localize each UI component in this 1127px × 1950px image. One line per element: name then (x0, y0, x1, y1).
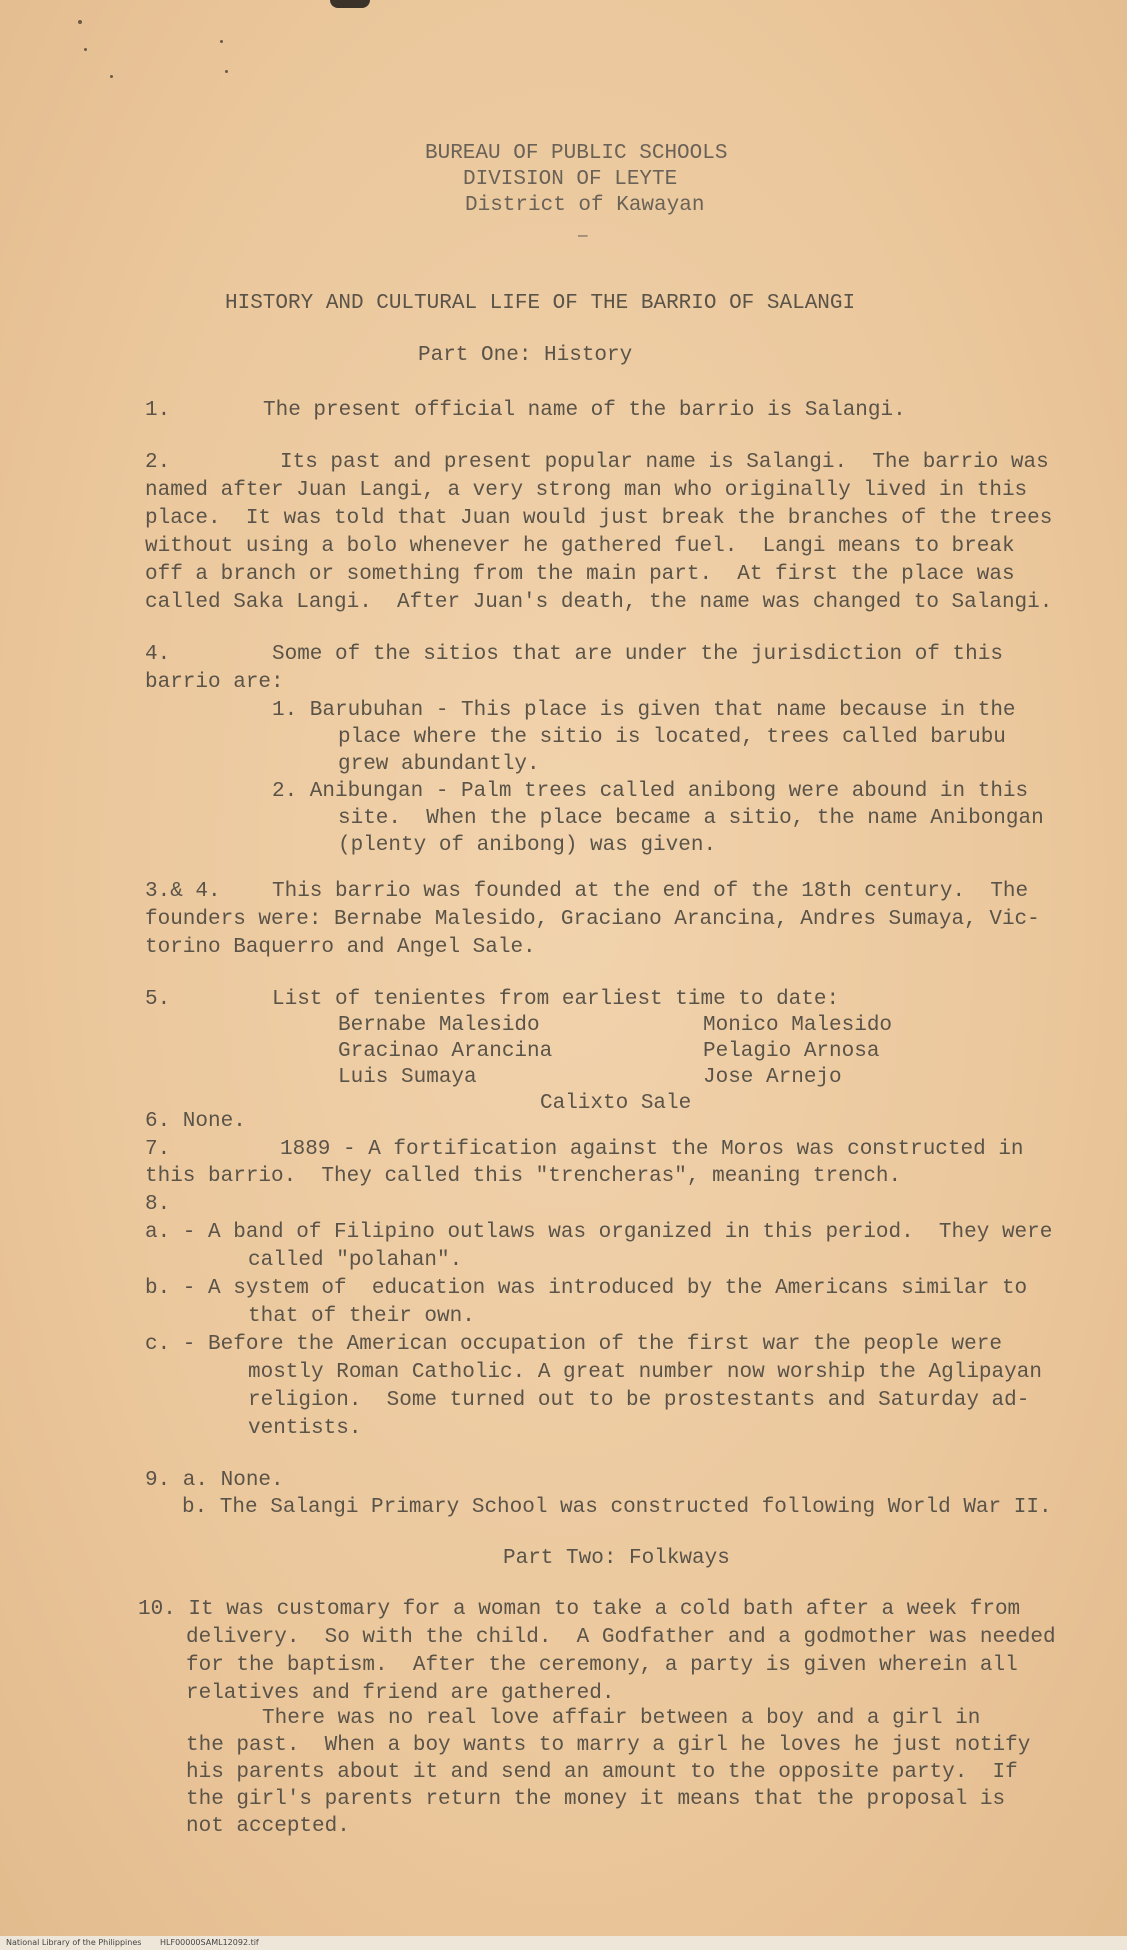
part-one-heading: Part One: History (418, 344, 633, 367)
item-3-4-line: founders were: Bernabe Malesido, Graciano Arancina, Andres Sumaya, Vic- (145, 908, 1040, 931)
item-4-line: barrio are: (145, 671, 284, 694)
item-8c-line: mostly Roman Catholic. A great number now worship the Aglipayan (248, 1361, 1042, 1384)
sitio-1-line: 1. Barubuhan - This place is given that name because in the (272, 699, 1016, 722)
ink-speck (110, 75, 113, 78)
item-5-text: List of tenientes from earliest time to date: (272, 988, 840, 1011)
item-8c-line: c. - Before the American occupation of the first war the people were (145, 1333, 1002, 1356)
header-division: DIVISION OF LEYTE (463, 168, 678, 191)
item-8a-line: a. - A band of Filipino outlaws was organized in this period. They were (145, 1221, 1053, 1244)
document-title: HISTORY AND CULTURAL LIFE OF THE BARRIO OF SALANGI (225, 292, 856, 315)
item-10-line: 10. It was customary for a woman to take a cold bath after a week from (138, 1598, 1021, 1621)
item-1-text: The present official name of the barrio is Salangi. (263, 399, 906, 422)
teniente-name: Luis Sumaya (338, 1066, 477, 1089)
item-10-line: delivery. So with the child. A Godfather and a godmother was needed (186, 1626, 1056, 1649)
item-10-para2-line: his parents about it and send an amount to the opposite party. If (186, 1761, 1018, 1784)
item-8a-line: called "polahan". (248, 1249, 463, 1272)
ink-speck (84, 48, 87, 51)
item-4-number: 4. (145, 643, 171, 666)
teniente-name: Bernabe Malesido (338, 1014, 540, 1037)
item-8b-line: b. - A system of education was introduced by the Americans similar to (145, 1277, 1028, 1300)
item-9a: 9. a. None. (145, 1469, 284, 1492)
header-rule: — (578, 227, 588, 245)
teniente-name: Gracinao Arancina (338, 1040, 553, 1063)
sitio-1-line: place where the sitio is located, trees called barubu (338, 726, 1006, 749)
item-2-line: named after Juan Langi, a very strong man who originally lived in this (145, 479, 1028, 502)
ink-speck (330, 0, 370, 8)
item-10-para2-line: the girl's parents return the money it means that the proposal is (186, 1788, 1006, 1811)
item-7-line: 1889 - A fortification against the Moros was constructed in (280, 1138, 1024, 1161)
scan-footer (0, 1936, 1127, 1950)
teniente-name: Jose Arnejo (703, 1066, 842, 1089)
item-5-number: 5. (145, 988, 171, 1011)
item-10-line: relatives and friend are gathered. (186, 1682, 615, 1705)
sitio-2-line: 2. Anibungan - Palm trees called anibong were abound in this (272, 780, 1029, 803)
item-2-line: Its past and present popular name is Salangi. The barrio was (280, 451, 1049, 474)
ink-speck (220, 40, 223, 43)
part-two-heading: Part Two: Folkways (503, 1547, 730, 1570)
sitio-1-line: grew abundantly. (338, 753, 540, 776)
item-2-line: off a branch or something from the main part. At first the place was (145, 563, 1015, 586)
sitio-2-line: (plenty of anibong) was given. (338, 834, 717, 857)
item-10-para2-line: not accepted. (186, 1815, 350, 1838)
item-10-line: for the baptism. After the ceremony, a party is given wherein all (186, 1654, 1018, 1677)
item-9b: b. The Salangi Primary School was constructed following World War II. (182, 1496, 1052, 1519)
item-8b-line: that of their own. (248, 1305, 475, 1328)
item-8c-line: religion. Some turned out to be prostestants and Saturday ad- (248, 1389, 1030, 1412)
item-3-4-line: torino Baquerro and Angel Sale. (145, 936, 536, 959)
item-6: 6. None. (145, 1110, 246, 1133)
sitio-2-line: site. When the place became a sitio, the name Anibongan (338, 807, 1044, 830)
header-district: District of Kawayan (465, 194, 705, 217)
item-3-4-number: 3.& 4. (145, 880, 221, 903)
item-2-line: without using a bolo whenever he gathered fuel. Langi means to break (145, 535, 1015, 558)
item-4-line: Some of the sitios that are under the jurisdiction of this (272, 643, 1003, 666)
item-3-4-line: This barrio was founded at the end of the 18th century. The (272, 880, 1029, 903)
ink-speck (225, 70, 228, 73)
footer-library: National Library of the Philippines (6, 1938, 142, 1947)
item-10-para2-line: There was no real love affair between a boy and a girl in (262, 1707, 981, 1730)
item-2-line: place. It was told that Juan would just break the branches of the trees (145, 507, 1053, 530)
footer-file: HLF00000SAML12092.tif (160, 1938, 259, 1947)
teniente-name: Monico Malesido (703, 1014, 893, 1037)
item-7-number: 7. (145, 1138, 171, 1161)
teniente-name: Pelagio Arnosa (703, 1040, 880, 1063)
item-2-line: called Saka Langi. After Juan's death, the name was changed to Salangi. (145, 591, 1053, 614)
item-1-number: 1. (145, 399, 171, 422)
item-8-number: 8. (145, 1193, 171, 1216)
teniente-name: Calixto Sale (540, 1092, 692, 1115)
item-2-number: 2. (145, 451, 171, 474)
item-8c-line: ventists. (248, 1417, 362, 1440)
header-bureau: BUREAU OF PUBLIC SCHOOLS (425, 142, 728, 165)
item-7-line: this barrio. They called this "trencheras", meaning trench. (145, 1165, 902, 1188)
item-10-para2-line: the past. When a boy wants to marry a girl he loves he just notify (186, 1734, 1031, 1757)
ink-speck (78, 20, 82, 24)
